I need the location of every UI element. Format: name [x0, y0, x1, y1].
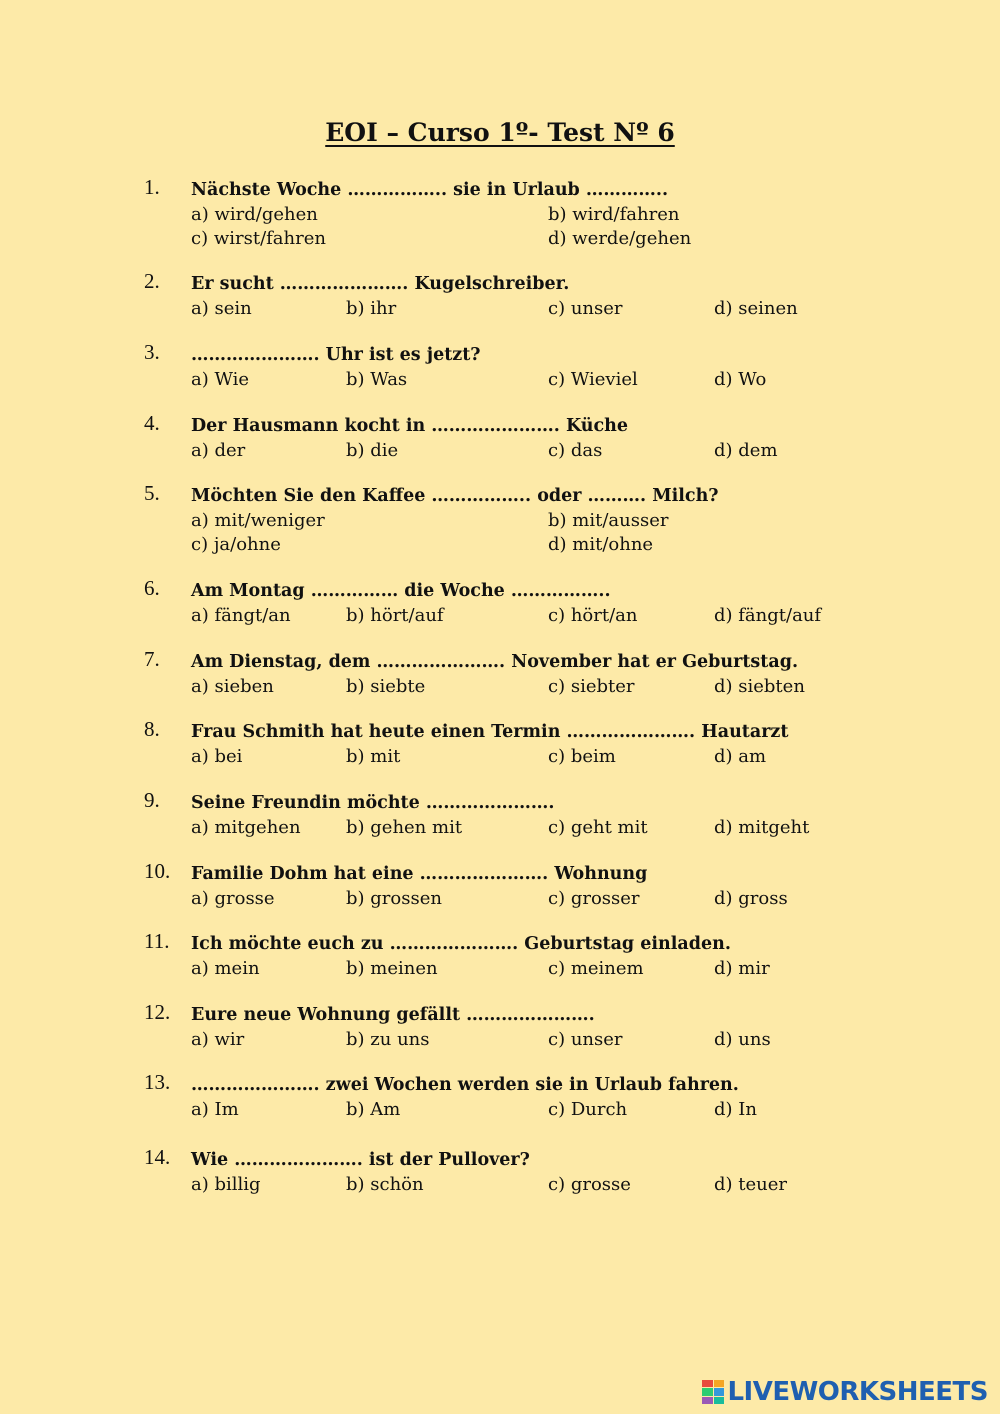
question-stem: Der Hausmann kocht in …………………. Küche: [191, 416, 629, 436]
question-stem: Familie Dohm hat eine …………………. Wohnung: [191, 864, 648, 884]
answer-option[interactable]: d) mir: [714, 958, 770, 979]
question-stem: Seine Freundin möchte ………………….: [191, 793, 555, 813]
answer-option[interactable]: c) meinem: [548, 958, 644, 979]
answer-option[interactable]: a) billig: [191, 1174, 261, 1195]
answer-option[interactable]: a) mit/weniger: [191, 510, 325, 531]
question-stem: …………………. Uhr ist es jetzt?: [191, 345, 481, 365]
question-number: 4.: [144, 411, 160, 435]
answer-option[interactable]: b) die: [346, 440, 399, 461]
answer-option[interactable]: a) grosse: [191, 888, 275, 909]
answer-option[interactable]: b) zu uns: [346, 1029, 430, 1050]
question-number: 14.: [144, 1145, 171, 1169]
answer-option[interactable]: d) am: [714, 746, 767, 767]
answer-option[interactable]: c) beim: [548, 746, 616, 767]
answer-option[interactable]: c) Durch: [548, 1099, 628, 1120]
answer-option[interactable]: a) mitgehen: [191, 817, 301, 838]
answer-option[interactable]: a) bei: [191, 746, 243, 767]
answer-option[interactable]: a) fängt/an: [191, 605, 291, 626]
question-number: 9.: [144, 788, 160, 812]
question-number: 10.: [144, 859, 171, 883]
answer-option[interactable]: c) hört/an: [548, 605, 638, 626]
answer-option[interactable]: b) mit/ausser: [548, 510, 669, 531]
liveworksheets-logo-text: LIVEWORKSHEETS: [727, 1377, 988, 1407]
answer-option[interactable]: b) siebte: [346, 676, 426, 697]
answer-option[interactable]: d) siebten: [714, 676, 805, 697]
answer-option[interactable]: c) wirst/fahren: [191, 228, 326, 249]
question-stem: Möchten Sie den Kaffee …………….. oder ………. Milch?: [191, 486, 719, 506]
question-stem: Am Dienstag, dem …………………. November hat er Geburtstag.: [191, 652, 799, 672]
answer-option[interactable]: d) seinen: [714, 298, 798, 319]
question-number: 11.: [144, 929, 170, 953]
question-number: 13.: [144, 1070, 171, 1094]
answer-option[interactable]: c) ja/ohne: [191, 534, 281, 555]
answer-option[interactable]: d) mitgeht: [714, 817, 810, 838]
answer-option[interactable]: c) grosse: [548, 1174, 631, 1195]
question-stem: Eure neue Wohnung gefällt ………………….: [191, 1005, 595, 1025]
question-stem: Nächste Woche …………….. sie in Urlaub …………..: [191, 180, 669, 200]
answer-option[interactable]: d) werde/gehen: [548, 228, 692, 249]
question-stem: Am Montag …………… die Woche ……………..: [191, 581, 611, 601]
question-number: 12.: [144, 1000, 171, 1024]
question-stem: Ich möchte euch zu …………………. Geburtstag einladen.: [191, 934, 731, 954]
answer-option[interactable]: d) gross: [714, 888, 788, 909]
answer-option[interactable]: a) wird/gehen: [191, 204, 318, 225]
answer-option[interactable]: a) sein: [191, 298, 252, 319]
question-number: 6.: [144, 576, 160, 600]
answer-option[interactable]: b) meinen: [346, 958, 438, 979]
liveworksheets-logo-icon: [702, 1380, 724, 1404]
question-number: 3.: [144, 340, 160, 364]
answer-option[interactable]: c) unser: [548, 298, 623, 319]
answer-option[interactable]: b) schön: [346, 1174, 424, 1195]
answer-option[interactable]: d) mit/ohne: [548, 534, 654, 555]
answer-option[interactable]: b) Was: [346, 369, 408, 390]
answer-option[interactable]: a) sieben: [191, 676, 274, 697]
answer-option[interactable]: b) ihr: [346, 298, 397, 319]
question-number: 8.: [144, 717, 160, 741]
page-title: EOI – Curso 1º- Test Nº 6: [325, 118, 675, 147]
answer-option[interactable]: b) grossen: [346, 888, 442, 909]
answer-option[interactable]: d) In: [714, 1099, 757, 1120]
answer-option[interactable]: b) hört/auf: [346, 605, 444, 626]
question-stem: Frau Schmith hat heute einen Termin …………………. Hautarzt: [191, 722, 789, 742]
answer-option[interactable]: b) mit: [346, 746, 401, 767]
answer-option[interactable]: a) mein: [191, 958, 260, 979]
question-number: 7.: [144, 647, 160, 671]
answer-option[interactable]: b) wird/fahren: [548, 204, 680, 225]
liveworksheets-logo: [702, 1376, 988, 1408]
answer-option[interactable]: c) unser: [548, 1029, 623, 1050]
question-number: 2.: [144, 269, 160, 293]
answer-option[interactable]: c) das: [548, 440, 603, 461]
answer-option[interactable]: a) wir: [191, 1029, 245, 1050]
answer-option[interactable]: a) der: [191, 440, 246, 461]
question-stem: Er sucht …………………. Kugelschreiber.: [191, 274, 570, 294]
question-stem: Wie …………………. ist der Pullover?: [191, 1150, 530, 1170]
answer-option[interactable]: c) geht mit: [548, 817, 648, 838]
question-number: 1.: [144, 175, 160, 199]
answer-option[interactable]: a) Im: [191, 1099, 239, 1120]
answer-option[interactable]: c) Wieviel: [548, 369, 638, 390]
answer-option[interactable]: d) teuer: [714, 1174, 788, 1195]
answer-option[interactable]: d) uns: [714, 1029, 771, 1050]
answer-option[interactable]: b) Am: [346, 1099, 401, 1120]
answer-option[interactable]: c) siebter: [548, 676, 635, 697]
question-number: 5.: [144, 481, 160, 505]
answer-option[interactable]: d) dem: [714, 440, 778, 461]
question-stem: …………………. zwei Wochen werden sie in Urlaub fahren.: [191, 1075, 739, 1095]
answer-option[interactable]: a) Wie: [191, 369, 250, 390]
answer-option[interactable]: d) Wo: [714, 369, 767, 390]
answer-option[interactable]: d) fängt/auf: [714, 605, 822, 626]
answer-option[interactable]: b) gehen mit: [346, 817, 463, 838]
answer-option[interactable]: c) grosser: [548, 888, 640, 909]
